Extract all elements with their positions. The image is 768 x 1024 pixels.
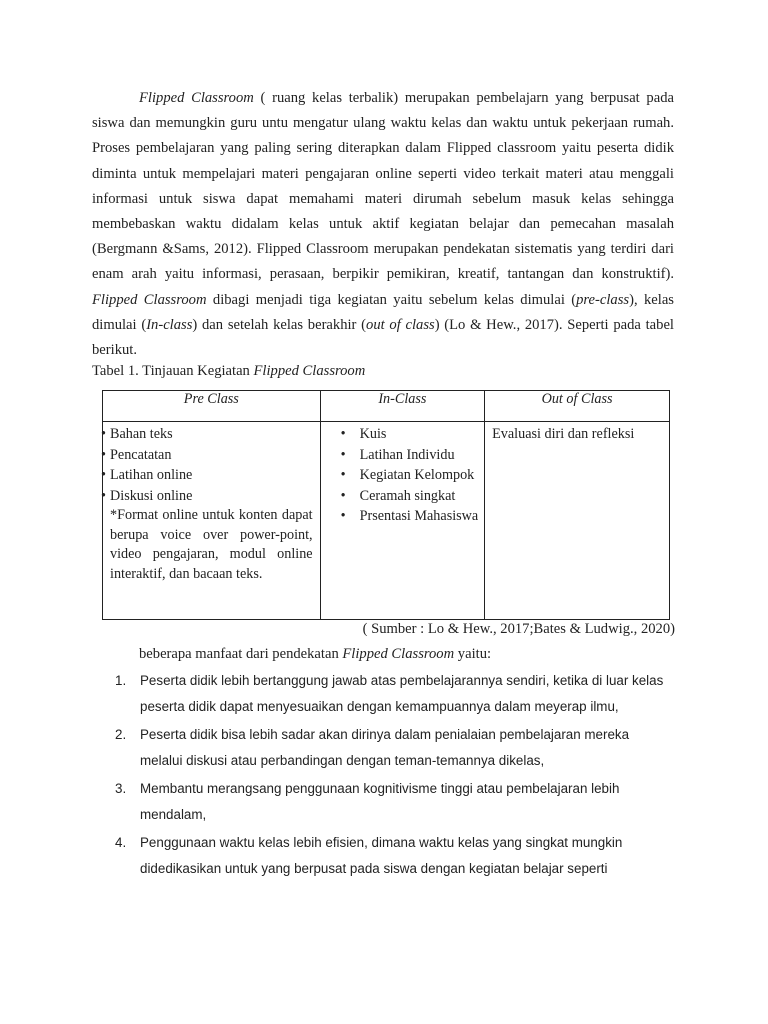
in-class-list <box>322 424 484 527</box>
term-flipped-classroom: Flipped Classroom <box>139 90 254 106</box>
list-item: • Ceramah singkat <box>341 486 484 507</box>
benefit-item <box>112 830 672 882</box>
benefit-number: 1. <box>115 673 127 688</box>
table-source: ( Sumber : Lo & Hew., 2017;Bates & Ludwig., 2020) <box>362 621 675 637</box>
caption-prefix: Tabel 1. Tinjauan Kegiatan <box>92 363 254 379</box>
list-item: • Prsentasi Mahasiswa <box>341 506 484 527</box>
benefit-text: Membantu merangsang penggunaan kognitivisme tinggi atau pembelajaran lebih mendalam, <box>140 781 620 823</box>
intro-suffix: yaitu: <box>454 646 492 662</box>
benefits-list <box>112 668 672 884</box>
paragraph-text: ( ruang kelas terbalik) merupakan pembelajarn yang berpusat pada siswa dan memungkin guru untu mengatur ulang waktu kelas dan waktu untuk pekerjaan rumah. Proses pembelajaran yang paling sering diterapkan dalam Flipped classroom yaitu peserta didik diminta untuk mempelajari materi pengajaran online seperti video terkait materi atau menggali informasi untuk siswa dapat memahami materi dirumah sebelum masuk kelas sehingga membebaskan waktu didalam kelas untuk aktif kegiatan belajar dan pemecahan masalah (Bergmann &Sams, 2012). Flipped Classroom merupakan pendekatan sistematis yang terdiri dari enam arah yaitu informasi, perasaan, berpikir pemikiran, kreatif, tantangan dan konstruktif). <box>92 90 674 283</box>
term-flipped-classroom: Flipped Classroom <box>92 291 207 308</box>
paragraph-text: ), kelas dimulai ( <box>92 291 674 333</box>
list-item: • Pencatatan <box>104 445 319 466</box>
list-item: • Kegiatan Kelompok <box>341 465 484 486</box>
table-header-row <box>103 391 670 422</box>
benefit-number: 3. <box>115 781 127 796</box>
activities-table <box>102 390 670 620</box>
term-in-class: In-class <box>146 316 193 333</box>
term-out-of-class: out of class <box>366 316 435 333</box>
intro-term: Flipped Classroom <box>342 646 455 662</box>
pre-class-note: *Format online untuk konten dapat berupa voice over power-point, video pengajaran, modul online interaktif, dan bacaan teks. <box>110 507 313 582</box>
list-item: • Kuis <box>341 424 484 445</box>
benefit-item <box>112 776 672 828</box>
benefit-text: Peserta didik lebih bertanggung jawab atas pembelajarannya sendiri, ketika di luar kelas peserta didik dapat menyesuaikan dengan kemampuannya dalam meyerap ilmu, <box>140 673 664 715</box>
benefits-intro <box>139 646 491 663</box>
paragraph-text: ) dan setelah kelas berakhir ( <box>192 316 367 333</box>
table-body-row <box>103 422 670 620</box>
out-of-class-text: Evaluasi diri dan refleksi <box>492 426 635 442</box>
benefit-number: 4. <box>115 835 127 850</box>
list-item: • Latihan online <box>104 465 319 486</box>
paragraph-text: ) (Lo & Hew., 2017). Seperti pada tabel berikut. <box>92 316 674 359</box>
benefit-item <box>112 722 672 774</box>
header-in-class: In-Class <box>320 391 485 422</box>
list-item: • Diskusi online <box>104 486 319 507</box>
benefit-text: Penggunaan waktu kelas lebih efisien, dimana waktu kelas yang singkat mungkin didedikasikan untuk yang berpusat pada siswa dengan kegiatan belajar seperti <box>140 835 623 877</box>
intro-paragraph <box>92 86 674 363</box>
benefit-item <box>112 668 672 720</box>
header-pre-class: Pre Class <box>103 391 321 422</box>
table-caption <box>92 363 365 380</box>
cell-out-of-class <box>485 422 670 620</box>
list-item: • Bahan teks <box>104 424 319 445</box>
paragraph-text: dibagi menjadi tiga kegiatan yaitu sebelum kelas dimulai ( <box>206 291 577 308</box>
list-item: • Latihan Individu <box>341 445 484 466</box>
benefit-number: 2. <box>115 727 127 742</box>
pre-class-list <box>104 424 319 506</box>
header-out-of-class: Out of Class <box>485 391 670 422</box>
cell-in-class <box>320 422 485 620</box>
benefit-text: Peserta didik bisa lebih sadar akan dirinya dalam penialaian pembelajaran mereka melalui diskusi atau perbandingan dengan teman-temannya dikelas, <box>140 727 630 769</box>
term-pre-class: pre-class <box>576 291 630 308</box>
intro-prefix: beberapa manfaat dari pendekatan <box>139 646 343 662</box>
cell-pre-class <box>103 422 321 620</box>
caption-term: Flipped Classroom <box>253 363 366 379</box>
